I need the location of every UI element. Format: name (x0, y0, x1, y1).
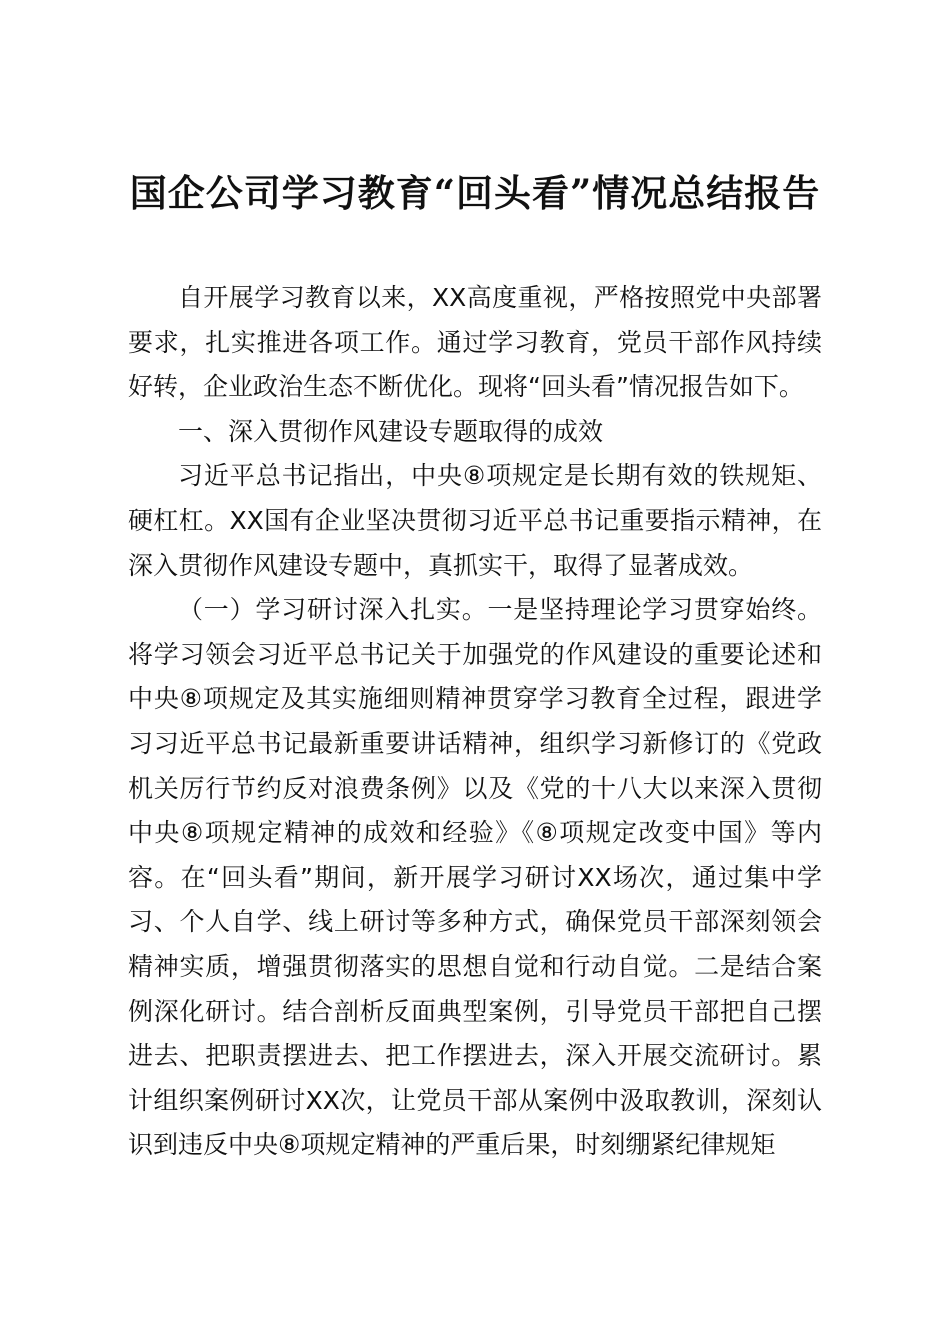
document-title: 国企公司学习教育“回头看”情况总结报告 (129, 171, 821, 215)
paragraph-intro: 自开展学习教育以来，XX高度重视，严格按照党中央部署要求，扎实推进各项工作。通过学习教育，党员干部作风持续好转，企业政治生态不断优化。现将“回头看”情况报告如下。 (128, 283, 822, 402)
document-body (128, 276, 822, 1168)
paragraph-study: （一）学习研讨深入扎实。一是坚持理论学习贯穿始终。将学习领会习近平总书记关于加强党的作风建设的重要论述和中央⑧项规定及其实施细则精神贯穿学习教育全过程，跟进学习习近平总书记最新重要讲话精神，组织学习新修订的《党政机关厉行节约反对浪费条例》以及《党的十八大以来深入贯彻中央⑧项规定精神的成效和经验》《⑧项规定改变中国》等内容。在“回头看”期间，新开展学习研讨XX场次，通过集中学习、个人自学、线上研讨等多种方式，确保党员干部深刻领会精神实质，增强贯彻落实的思想自觉和行动自觉。二是结合案例深化研讨。结合剖析反面典型案例，引导党员干部把自己摆进去、把职责摆进去、把工作摆进去，深入开展交流研讨。累计组织案例研讨XX次，让党员干部从案例中汲取教训，深刻认识到违反中央⑧项规定精神的严重后果，时刻绷紧纪律规矩 (128, 595, 822, 1160)
paragraph-quote: 习近平总书记指出，中央⑧项规定是长期有效的铁规矩、硬杠杠。XX国有企业坚决贯彻习近平总书记重要指示精神，在深入贯彻作风建设专题中，真抓实干，取得了显著成效。 (128, 461, 822, 580)
section-heading-1: 一、深入贯彻作风建设专题取得的成效 (178, 416, 604, 446)
